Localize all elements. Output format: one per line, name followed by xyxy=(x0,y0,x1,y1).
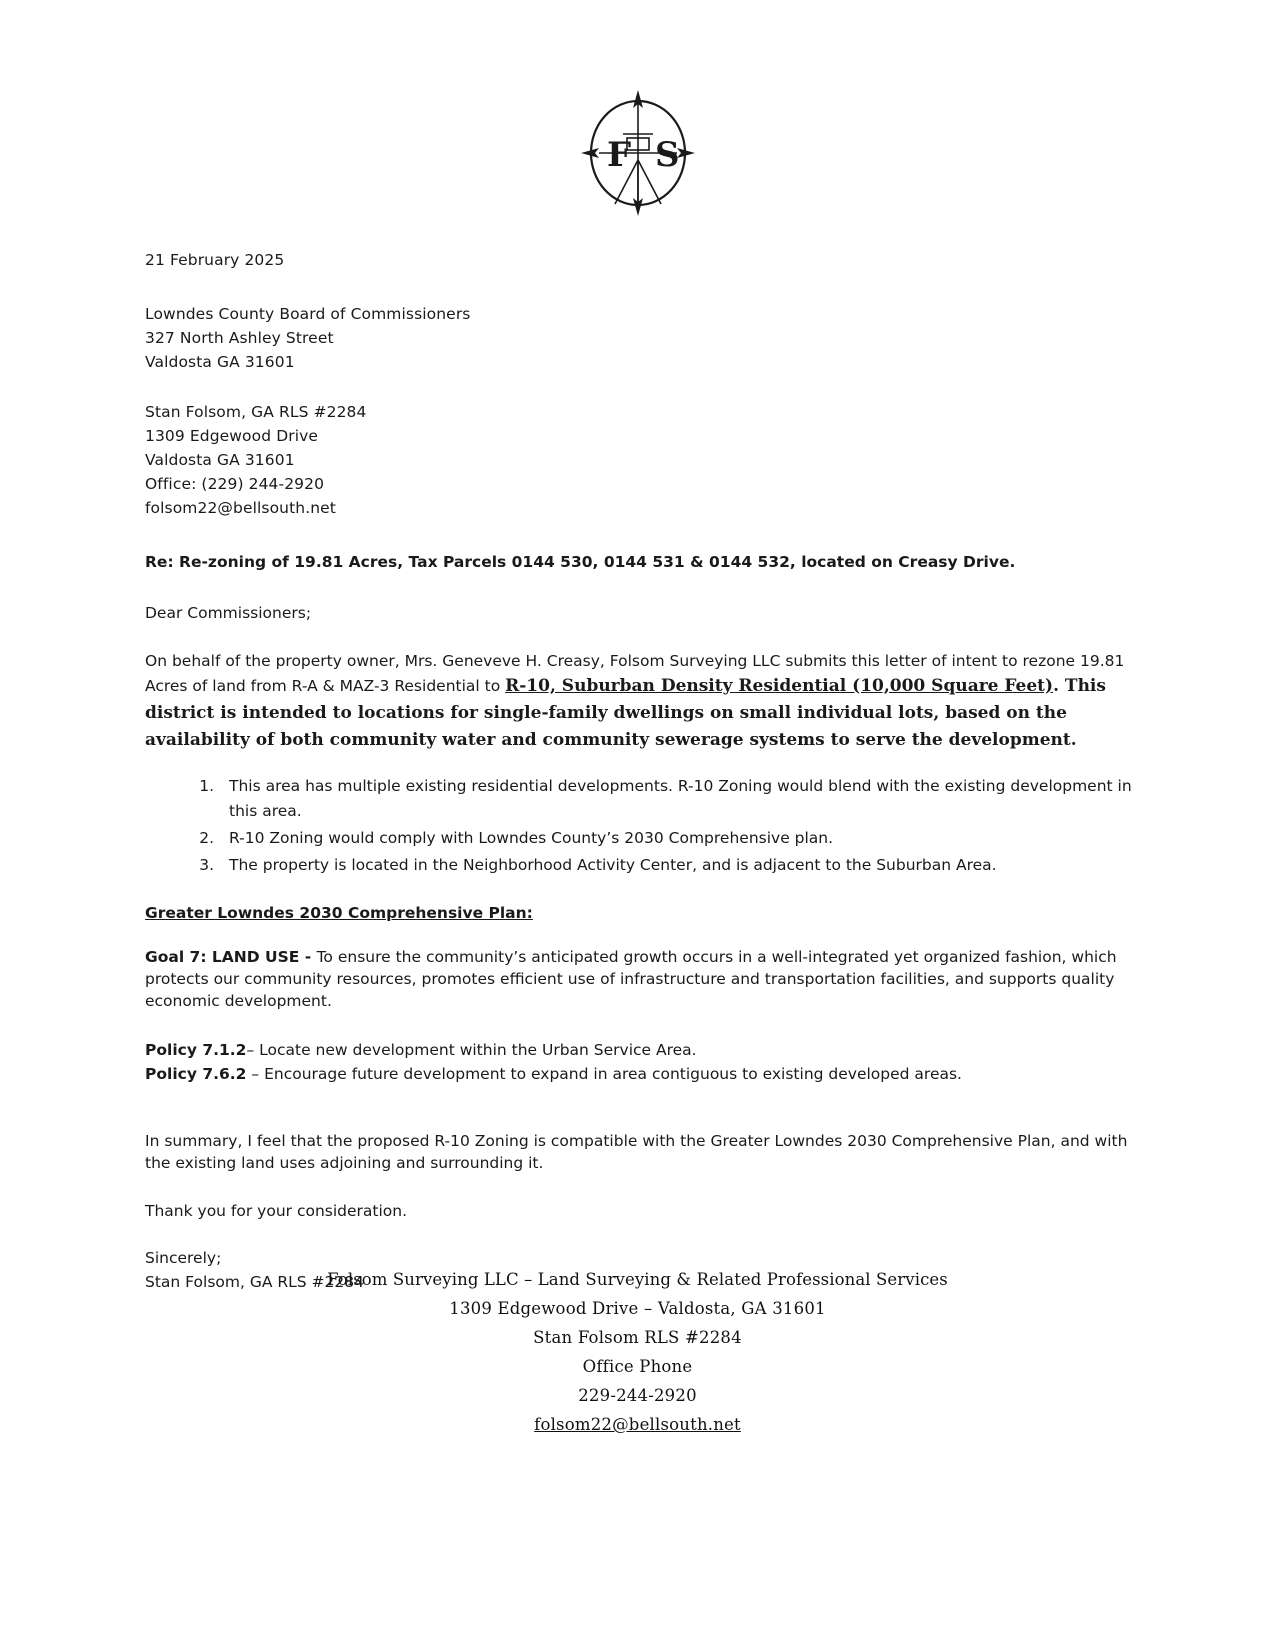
folsom-surveying-compass-logo xyxy=(563,78,713,228)
sender-line: Stan Folsom, GA RLS #2284 xyxy=(145,403,367,421)
letter-footer xyxy=(0,1265,1275,1439)
recipient-line: 327 North Ashley Street xyxy=(145,329,334,347)
subject-line: Re: Re-zoning of 19.81 Acres, Tax Parcels 0144 530, 0144 531 & 0144 532, located on Creasy Drive. xyxy=(145,553,1016,571)
policy-text: – Locate new development within the Urban Service Area. xyxy=(246,1040,697,1059)
recipient-line: Lowndes County Board of Commissioners xyxy=(145,305,471,323)
letter-body xyxy=(145,248,1140,1294)
recipient-line: Valdosta GA 31601 xyxy=(145,353,295,371)
policy-text: – Encourage future development to expand in area contiguous to existing developed areas. xyxy=(246,1064,962,1083)
list-item: 3. The property is located in the Neighborhood Activity Center, and is adjacent to the Suburban Area. xyxy=(219,853,1140,878)
letterhead-logo xyxy=(0,78,1275,228)
footer-email: folsom22@bellsouth.net xyxy=(534,1415,741,1434)
footer-company-line: Folsom Surveying LLC – Land Surveying & Related Professional Services xyxy=(327,1270,948,1289)
sender-line: 1309 Edgewood Drive xyxy=(145,427,319,445)
footer-phone-number: 229-244-2920 xyxy=(578,1386,697,1405)
comprehensive-plan-heading: Greater Lowndes 2030 Comprehensive Plan: xyxy=(145,903,533,922)
policy-item xyxy=(145,1038,1140,1062)
sender-office-phone: Office: (229) 244-2920 xyxy=(145,475,325,493)
footer-address-line: 1309 Edgewood Drive – Valdosta, GA 31601 xyxy=(449,1299,826,1318)
svg-text:S: S xyxy=(654,135,680,175)
policy-list xyxy=(145,1038,1140,1086)
footer-name-line: Stan Folsom RLS #2284 xyxy=(533,1328,742,1347)
letter-date: 21 February 2025 xyxy=(145,251,285,269)
sender-address-block xyxy=(145,400,1140,520)
goal-label: Goal 7: LAND USE - xyxy=(145,947,317,966)
svg-text:F: F xyxy=(606,135,631,175)
policy-item xyxy=(145,1062,1140,1086)
footer-phone-label: Office Phone xyxy=(582,1357,693,1376)
goal-paragraph xyxy=(145,946,1140,1012)
recipient-address-block xyxy=(145,302,1140,374)
sender-line: Valdosta GA 31601 xyxy=(145,451,295,469)
goal-text: To ensure the community’s anticipated growth occurs in a well-integrated yet organized fashion, which protects our community resources, promotes efficient use of infrastructure and transportation facilities, and supports quality economic development. xyxy=(145,947,1117,1010)
policy-label: Policy 7.1.2 xyxy=(145,1040,247,1059)
closing-line: Sincerely; xyxy=(145,1248,222,1267)
summary-paragraph: In summary, I feel that the proposed R-10 Zoning is compatible with the Greater Lowndes 2030 Comprehensive Plan, and with the existing land uses adjoining and surrounding it. xyxy=(145,1131,1128,1172)
numbered-points-list xyxy=(145,774,1140,878)
intro-text-emphasis-rest: . This district is intended to locations for single-family dwellings on small individual lots, based on the availability of both community water and community sewerage systems to serve the development. xyxy=(145,675,1106,750)
signature-line: Stan Folsom, GA RLS #2284 xyxy=(145,1272,364,1291)
intro-text-plain: On behalf of the property owner, Mrs. Geneveve H. Creasy, Folsom Surveying LLC submits this letter of intent to rezone 19.81 Acres of land from R-A & MAZ-3 Residential to xyxy=(145,652,1125,695)
zoning-designation-emphasis: R-10, Suburban Density Residential (10,000 Square Feet) xyxy=(505,675,1054,696)
policy-label: Policy 7.6.2 xyxy=(145,1064,247,1083)
intro-paragraph xyxy=(145,650,1140,754)
sender-email: folsom22@bellsouth.net xyxy=(145,499,336,517)
list-item: 1. This area has multiple existing residential developments. R-10 Zoning would blend with the existing development in this area. xyxy=(219,774,1140,824)
thanks-line: Thank you for your consideration. xyxy=(145,1201,408,1220)
list-item: 2. R-10 Zoning would comply with Lowndes County’s 2030 Comprehensive plan. xyxy=(219,826,1140,851)
salutation: Dear Commissioners; xyxy=(145,604,312,622)
